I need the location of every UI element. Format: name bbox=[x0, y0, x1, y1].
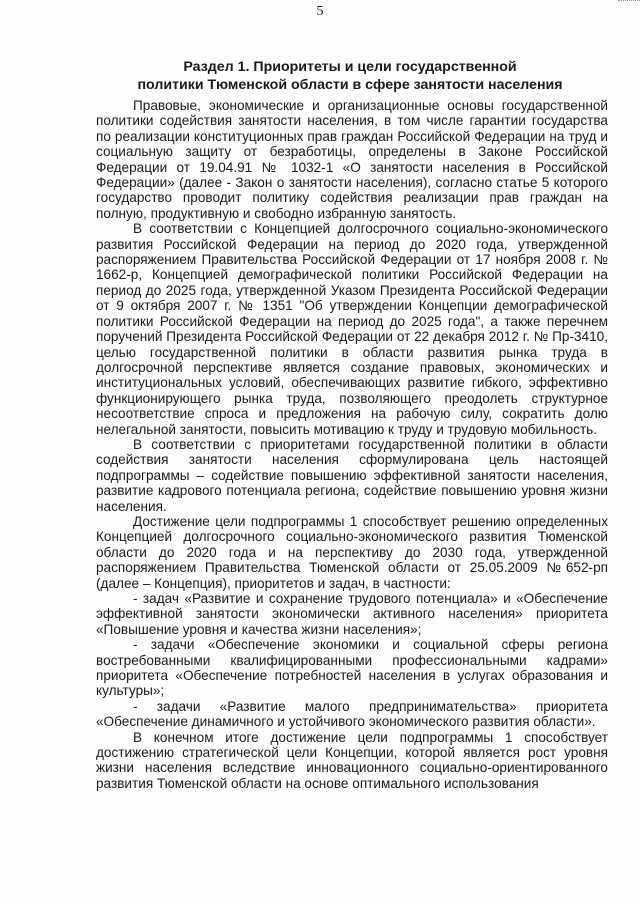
document-body bbox=[96, 98, 608, 791]
paragraph-concept-goals: В соответствии с Концепцией долгосрочного социально-экономического развития Российской Федерации на период до 2020 года, утвержденной распоряжением Правительства Российской Федерации от 17 ноября 2008 г. № 1662-р, Концепцией демографической политики Российской Федерации на период до 2025 года, утвержденной Указом Президента Российской Федерации от 9 октября 2007 г. № 1351 "Об утверждении Концепции демографической политики Российской Федерации на период до 2025 года", а также перечнем поручений Президента Российской Федерации от 22 декабря 2012 г. № Пр-3410, целью государственной политики в области развития рынка труда в долгосрочной перспективе является создание правовых, экономических и институциональных условий, обеспечивающих развитие гибкого, эффективно функционирующего рынка труда, позволяющего преодолеть структурное несоответствие спроса и предложения на рабочую силу, сократить долю нелегальной занятости, повысить мотивацию к труду и трудовую мобильность. bbox=[96, 221, 608, 437]
paragraph-goal-achievement: Достижение цели подпрограммы 1 способствует решению определенных Концепцией долгосрочного социально-экономического развития Тюменской области до 2020 года и на перспективу до 2030 года, утвержденной распоряжением Правительства Тюменской области от 25.05.2009 №652-рп (далее – Концепция), приоритетов и задач, в частности: bbox=[96, 513, 608, 591]
list-item-small-business: - задачи «Развитие малого предпринимательства» приоритета «Обеспечение динамичного и устойчивого экономического развития области». bbox=[96, 698, 608, 730]
list-item-qualified-staff: - задачи «Обеспечение экономики и социальной сферы региона востребованными квалифицированными профессиональными кадрами» приоритета «Обеспечение потребностей населения в услугах образования и культуры»; bbox=[96, 637, 608, 699]
page-number: 5 bbox=[316, 4, 324, 19]
paragraph-subprogram-goal: В соответствии с приоритетами государственной политики в области содействия занятости населения сформулирована цель настоящей подпрограммы – содействие повышению эффективной занятости населения, развитие кадрового потенциала региона, содействие повышению уровня жизни населения. bbox=[96, 436, 608, 514]
section-title-line-1: Раздел 1. Приоритеты и цели государственной bbox=[183, 59, 517, 75]
section-title-line-2: политики Тюменской области в сфере занятости населения bbox=[137, 77, 563, 93]
section-title bbox=[60, 58, 640, 94]
paragraph-final-outcome: В конечном итоге достижение цели подпрограммы 1 способствует достижению стратегической цели Концепции, которой является рост уровня жизни населения вследствие инновационного социально-ориентированного развития Тюменской области на основе оптимального использования bbox=[96, 729, 608, 791]
scan-corner-mark bbox=[618, 0, 640, 3]
paragraph-legal-basis: Правовые, экономические и организационные основы государственной политики содействия занятости населения, в том числе гарантии государства по реализации конституционных прав граждан Российской Федерации на труд и социальную защиту от безработицы, определены в Законе Российской Федерации от 19.04.91 № 1032-1 «О занятости населения в Российской Федерации» (далее - Закон о занятости населения), согласно статье 5 которого государство проводит политику содействия реализации прав граждан на полную, продуктивную и свободно избранную занятость. bbox=[96, 98, 608, 221]
list-item-labor-potential: - задач «Развитие и сохранение трудового потенциала» и «Обеспечение эффективной занятости экономически активного населения» приоритета «Повышение уровня и качества жизни населения»; bbox=[96, 591, 608, 637]
